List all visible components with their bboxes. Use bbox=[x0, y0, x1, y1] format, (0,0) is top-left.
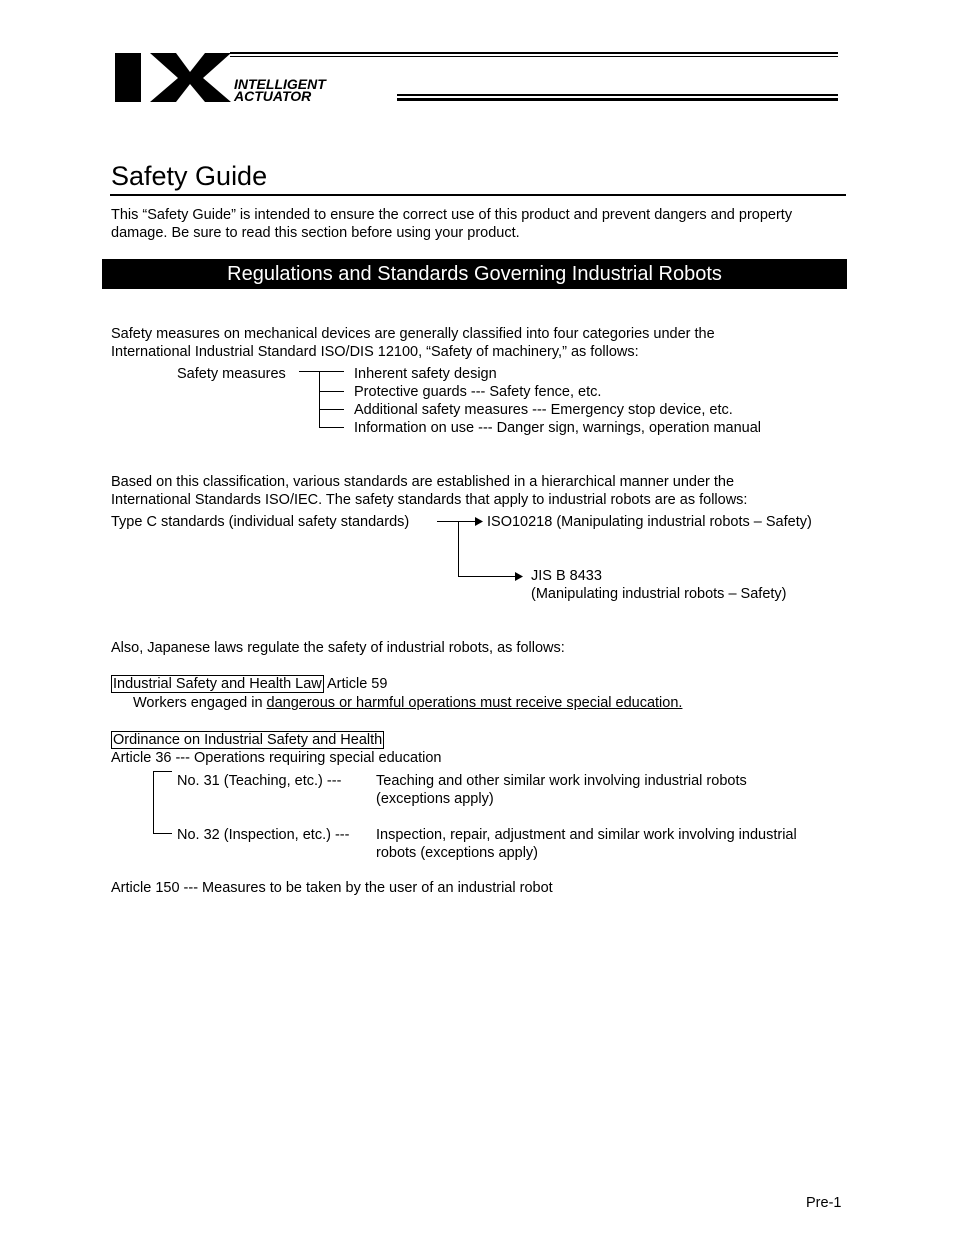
safety-measures-root: Safety measures bbox=[177, 366, 286, 382]
no31-line2: (exceptions apply) bbox=[376, 791, 494, 807]
no32-line1: Inspection, repair, adjustment and similar work involving industrial bbox=[376, 827, 797, 843]
section-banner: Regulations and Standards Governing Industrial Robots bbox=[102, 259, 847, 289]
no31-label: No. 31 (Teaching, etc.) --- bbox=[177, 773, 342, 789]
no32-label: No. 32 (Inspection, etc.) --- bbox=[177, 827, 350, 843]
section2-line1: Based on this classification, various standards are established in a hierarchical manner under the bbox=[111, 474, 735, 490]
law2-line bbox=[111, 731, 384, 749]
article36: Article 36 --- Operations requiring special education bbox=[111, 750, 442, 766]
brand-line2: ACTUATOR bbox=[234, 88, 312, 104]
law1-detail-prefix: Workers engaged in bbox=[133, 695, 267, 711]
section1-line1: Safety measures on mechanical devices are generally classified into four categories under the bbox=[111, 326, 715, 342]
no32-line2: robots (exceptions apply) bbox=[376, 845, 538, 861]
article150: Article 150 --- Measures to be taken by the user of an industrial robot bbox=[111, 880, 553, 896]
safety-measure-item: Additional safety measures --- Emergency stop device, etc. bbox=[354, 402, 733, 418]
intro-line2: damage. Be sure to read this section before using your product. bbox=[111, 225, 520, 241]
page-title: Safety Guide bbox=[111, 161, 268, 191]
law1-line bbox=[111, 675, 387, 693]
section1-line2: International Industrial Standard ISO/DIS 12100, “Safety of machinery,” as follows: bbox=[111, 344, 639, 360]
law1-detail-underlined: dangerous or harmful operations must receive special education. bbox=[266, 695, 683, 711]
intro-line1: This “Safety Guide” is intended to ensure the correct use of this product and prevent dangers and property bbox=[111, 207, 793, 223]
section2-line2: International Standards ISO/IEC. The safety standards that apply to industrial robots are as follows: bbox=[111, 492, 748, 508]
law1-article: Article 59 bbox=[323, 676, 388, 692]
safety-measure-item: Inherent safety design bbox=[354, 366, 497, 382]
law1-name: Industrial Safety and Health Law bbox=[113, 676, 322, 692]
section3-intro: Also, Japanese laws regulate the safety of industrial robots, as follows: bbox=[111, 640, 565, 656]
law2-name: Ordinance on Industrial Safety and Health bbox=[113, 732, 383, 748]
standard-jis: JIS B 8433 bbox=[531, 568, 602, 584]
safety-measure-item: Protective guards --- Safety fence, etc. bbox=[354, 384, 602, 400]
standard-iso10218: ISO10218 (Manipulating industrial robots – Safety) bbox=[487, 514, 812, 530]
standards-source: Type C standards (individual safety standards) bbox=[111, 514, 410, 530]
safety-measure-item: Information on use --- Danger sign, warnings, operation manual bbox=[354, 420, 762, 436]
brand-line1: INTELLIGENT bbox=[234, 76, 326, 92]
no31-line1: Teaching and other similar work involving industrial robots bbox=[376, 773, 747, 789]
standard-jis-detail: (Manipulating industrial robots – Safety) bbox=[531, 586, 787, 602]
page-number: Pre-1 bbox=[806, 1195, 842, 1211]
law1-detail bbox=[133, 694, 682, 712]
